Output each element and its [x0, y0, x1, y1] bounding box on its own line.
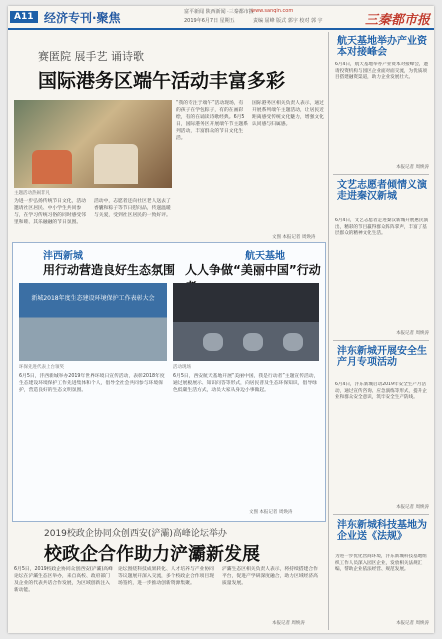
bottom-byline: 本报记者 周焕涛 — [272, 621, 305, 626]
left-story-kicker: 沣西新城 — [43, 251, 83, 262]
brief-4-byline: 本报记者 周焕涛 — [396, 621, 429, 626]
brief-3-headline: 沣东新城开展安全生产月专项活动 — [337, 346, 427, 368]
brief-1-body: 6月4日，航天基地举办产业资本对接峰会，邀请投资机构与园区企业面对面交流，为优质项目搭建融资渠道，助力企业发展壮大。 — [335, 62, 429, 80]
bottom-body-col2: 论坛围绕科技成果转化、人才培养与产业协同等议题展开深入交流，多个校政企合作项目现场签约，进一步推动创新资源集聚。 — [118, 567, 214, 586]
right-story-photo — [173, 283, 319, 361]
lead-body-col3: 为进一步弘扬传统节日文化，活动邀请社区居民、中小学生共同参与，在学习传统习俗的同时感受邻里和睦、其乐融融的节日氛围。 — [14, 199, 86, 225]
editor-credits: 责编 屈峰 版式 郭宇 校对 郭 宇 — [253, 18, 323, 24]
left-story-caption: 环保先进代表上台领奖 — [19, 365, 64, 370]
lead-kicker: 赛匿院 展手艺 诵诗歌 — [38, 50, 144, 63]
brief-divider-1 — [333, 174, 429, 175]
issue-date: 2019年6月7日 星期五 — [184, 18, 235, 24]
lead-body-col2: 国际港务区相关负责人表示，通过开展系列端午主题活动，让居民近距离感受传统文化魅力，增强文化认同感与归属感。 — [252, 101, 324, 127]
right-column — [328, 32, 433, 630]
right-story-kicker: 航天基地 — [245, 251, 285, 262]
left-story-body: 6月5日，沣西新城举办2019年世界环境日宣传活动，表彰2018年度生态建设环境保护工作先进集体和个人，倡导全社会共同参与环境保护，营造良好的生态文明氛围。 — [19, 374, 165, 393]
lead-photo-caption: 主题活动热闹非凡 — [14, 191, 50, 196]
bottom-kicker: 2019校政企协同众创西安(浐灞)高峰论坛举办 — [44, 529, 227, 539]
lead-byline: 文图 本报记者 周焕涛 — [272, 235, 316, 240]
photo-prop-3 — [283, 333, 303, 351]
lead-body-col4: 活动中，志愿者还向社区老人送去了香囊和粽子等节日慰问品，传递温暖与关爱，受到社区居民的一致好评。 — [94, 199, 171, 218]
brief-4-body: 为进一步优化营商环境，沣东新城科技基地组织工作人员深入园区企业，发放相关法规汇编，帮助企业依法经营、规范发展。 — [335, 554, 427, 572]
site-info: 富平新闻 陕西新闻 ·三秦都市报 — [184, 9, 254, 15]
lead-body-col1: “我的专注于端午”活动现场，有的孩子在学包粽子，有的在画彩绘，有的在诵读诗歌经典。6月5日，国际港务区开展端午节主题系列活动，丰富群众的节日文化生活。 — [176, 101, 248, 141]
left-story-headline: 用行动营造良好生态氛围 — [43, 263, 176, 277]
right-story-headline: 人人争做“美丽中国”行动 — [185, 263, 321, 277]
lead-photo — [14, 100, 172, 188]
brief-2-body: 6月4日，文艺志愿者走进秦汉新城开展惠民演出，精彩的节目赢得群众阵阵掌声，丰富了基层群众的精神文化生活。 — [335, 218, 429, 236]
right-story-body: 6月5日，西安航天基地开展“美丽中国，我是行动者”主题宣传活动，通过展板展示、知识问答等形式，向居民普及生态环保知识，倡导绿色低碳生活方式，动员大家从身边小事做起。 — [173, 374, 319, 393]
section-title: 经济专刊·聚焦 — [44, 11, 121, 25]
district-news-box — [12, 242, 326, 522]
photo-people-1 — [32, 150, 72, 184]
newspaper-page — [8, 6, 434, 633]
brief-1-byline: 本报记者 周焕涛 — [396, 165, 429, 170]
brief-2-headline: 文艺志愿者倾情义演走进秦汉新城 — [337, 180, 427, 202]
bottom-body-col3: 浐灞生态区相关负责人表示，将持续搭建合作平台，促进产学研深度融合，助力区域经济高质量发展。 — [222, 567, 318, 586]
photo-people-2 — [94, 144, 138, 184]
page-number-tag: A11 — [10, 11, 38, 23]
brief-4-headline: 沣东新城科技基地为企业送《法规》 — [337, 520, 427, 542]
lead-headline: 国际港务区端午活动丰富多彩 — [38, 70, 286, 92]
left-story-photo — [19, 283, 167, 361]
photo-prop-2 — [243, 333, 263, 351]
right-story-caption: 活动现场 — [173, 365, 191, 370]
brief-3-byline: 本报记者 周焕涛 — [396, 505, 429, 510]
brief-divider-3 — [333, 514, 429, 515]
brief-3-body: 6月4日，沣东新城启动2019年安全生产月活动，通过宣传咨询、应急演练等形式，提升企业和群众安全意识，筑牢安全生产防线。 — [335, 382, 427, 400]
event-banner-text: 新城2018年度生态建设环境保护工作表彰大会 — [31, 295, 155, 302]
masthead-rule — [8, 28, 434, 30]
newspaper-logo: 三秦都市报 — [364, 13, 430, 28]
photo-prop-1 — [203, 333, 223, 351]
bottom-headline: 校政企合作助力浐灞新发展 — [44, 544, 260, 565]
bottom-body-col1: 6月5日，2019校政企协同众创西安(浐灞)高峰论坛在浐灞生态区举办，来自高校、政府部门及企业的代表共话合作发展，为区域创新注入新动能。 — [14, 567, 113, 593]
site-url: www.sanqin.com — [251, 8, 294, 14]
brief-2-byline: 本报记者 周焕涛 — [396, 331, 429, 336]
brief-divider-2 — [333, 340, 429, 341]
middle-byline: 文图 本报记者 周焕涛 — [249, 510, 293, 515]
brief-1-headline: 航天基地举办产业资本对接峰会 — [337, 36, 427, 58]
